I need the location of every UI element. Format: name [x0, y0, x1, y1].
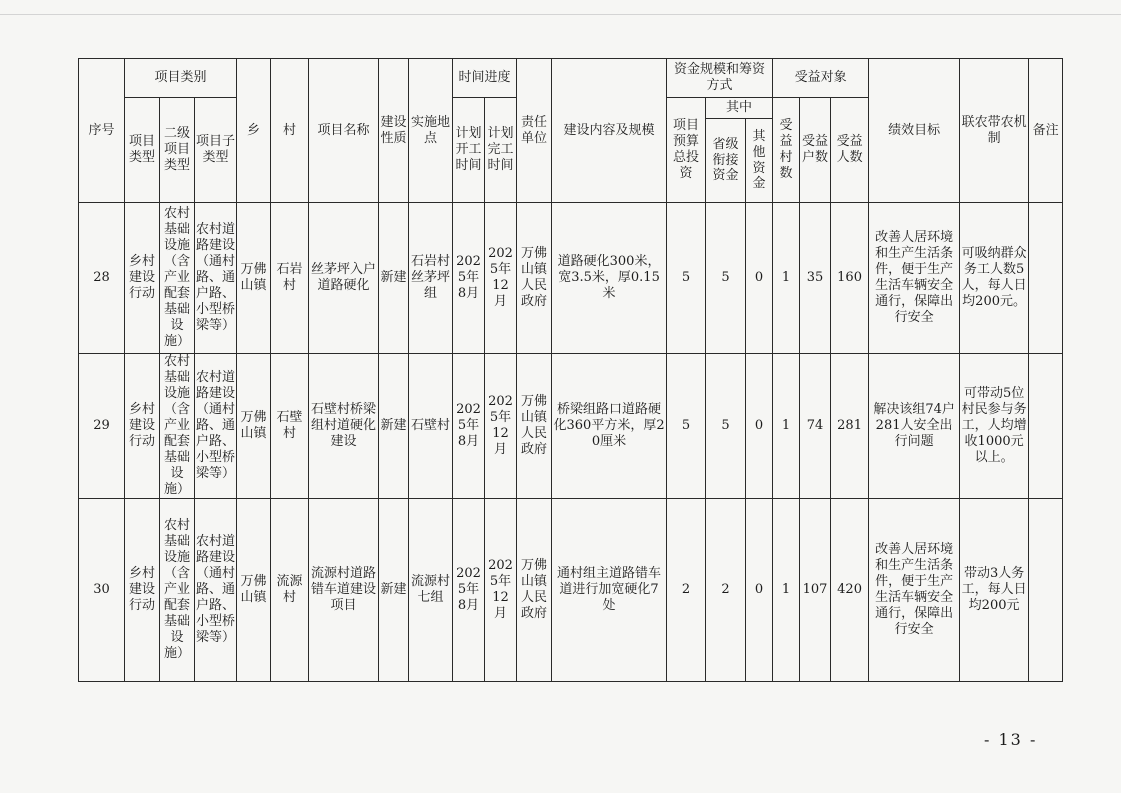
cell-content: 道路硬化300米，宽3.5米，厚0.15米: [552, 203, 667, 354]
header-ben-households: 受益户数: [800, 98, 831, 203]
cell-village: 流源村: [271, 498, 309, 681]
cell-remarks: [1029, 498, 1063, 681]
header-row-1: [79, 59, 1063, 98]
cell-mechanism: 带动3人务工，每人日均200元: [960, 498, 1029, 681]
cell-township: 万佛山镇: [237, 354, 271, 499]
header-category: 项目类别: [125, 59, 237, 98]
cell-township: 万佛山镇: [237, 498, 271, 681]
cell-provincial: 5: [706, 354, 746, 499]
header-schedule: 时间进度: [453, 59, 517, 98]
cell-other: 0: [746, 354, 773, 499]
cell-budget: 2: [667, 498, 706, 681]
cell-sub-type2: 农村基础设施（含产业配套基础设施）: [160, 498, 195, 681]
cell-people: 160: [831, 203, 869, 354]
header-sub-type2: 二级项目类型: [160, 98, 195, 203]
cell-budget: 5: [667, 203, 706, 354]
project-table: [78, 58, 1063, 682]
header-ben-villages: 受益村数: [773, 98, 800, 203]
cell-project-name: 流源村道路错车道建设项目: [309, 498, 379, 681]
top-edge-line: [0, 14, 1121, 15]
cell-location: 石壁村: [409, 354, 453, 499]
cell-provincial: 5: [706, 203, 746, 354]
cell-end: 2025年12月: [485, 498, 517, 681]
cell-nature: 新建: [379, 354, 409, 499]
cell-other: 0: [746, 203, 773, 354]
cell-start: 2025年8月: [453, 354, 485, 499]
cell-people: 420: [831, 498, 869, 681]
cell-content: 通村组主道路错车道进行加宽硬化7处: [552, 498, 667, 681]
cell-project-name: 石壁村桥梁组村道硬化建设: [309, 354, 379, 499]
cell-nature: 新建: [379, 203, 409, 354]
cell-township: 万佛山镇: [237, 203, 271, 354]
header-end: 计划完工时间: [485, 98, 517, 203]
header-type: 项目类型: [125, 98, 160, 203]
cell-end: 2025年12月: [485, 354, 517, 499]
cell-unit: 万佛山镇人民政府: [517, 498, 552, 681]
cell-goal: 改善人居环境和生产生活条件，便于生产生活车辆安全通行，保障出行安全: [869, 498, 960, 681]
header-provincial: 省级衔接资金: [706, 119, 746, 203]
cell-location: 石岩村丝茅坪组: [409, 203, 453, 354]
cell-project-name: 丝茅坪入户道路硬化: [309, 203, 379, 354]
header-sub-type: 项目子类型: [195, 98, 237, 203]
cell-households: 35: [800, 203, 831, 354]
cell-villages: 1: [773, 354, 800, 499]
cell-start: 2025年8月: [453, 498, 485, 681]
cell-mechanism: 可吸纳群众务工人数5人，每人日均200元。: [960, 203, 1029, 354]
header-seq: 序号: [79, 59, 125, 203]
header-ben-people: 受益人数: [831, 98, 869, 203]
cell-unit: 万佛山镇人民政府: [517, 354, 552, 499]
cell-sub-type: 农村道路建设（通村路、通户路、小型桥梁等）: [195, 354, 237, 499]
table-row: [79, 203, 1063, 354]
header-unit: 责任单位: [517, 59, 552, 203]
header-beneficiaries: 受益对象: [773, 59, 869, 98]
header-other: 其他资金: [746, 119, 773, 203]
table-row: [79, 498, 1063, 681]
cell-start: 2025年8月: [453, 203, 485, 354]
cell-type: 乡村建设行动: [125, 498, 160, 681]
cell-remarks: [1029, 354, 1063, 499]
header-start: 计划开工时间: [453, 98, 485, 203]
cell-sub-type2: 农村基础设施（含产业配套基础设施）: [160, 354, 195, 499]
table-row: [79, 354, 1063, 499]
cell-sub-type: 农村道路建设（通村路、通户路、小型桥梁等）: [195, 498, 237, 681]
header-township: 乡: [237, 59, 271, 203]
cell-seq: 30: [79, 498, 125, 681]
cell-nature: 新建: [379, 498, 409, 681]
cell-seq: 29: [79, 354, 125, 499]
cell-type: 乡村建设行动: [125, 354, 160, 499]
header-remarks: 备注: [1029, 59, 1063, 203]
cell-provincial: 2: [706, 498, 746, 681]
cell-village: 石壁村: [271, 354, 309, 499]
header-mechanism: 联农带农机制: [960, 59, 1029, 203]
header-project-name: 项目名称: [309, 59, 379, 203]
header-budget: 项目预算总投资: [667, 98, 706, 203]
cell-other: 0: [746, 498, 773, 681]
cell-village: 石岩村: [271, 203, 309, 354]
header-nature: 建设性质: [379, 59, 409, 203]
cell-households: 107: [800, 498, 831, 681]
cell-mechanism: 可带动5位村民参与务工，人均增收1000元以上。: [960, 354, 1029, 499]
header-content: 建设内容及规模: [552, 59, 667, 203]
cell-end: 2025年12月: [485, 203, 517, 354]
header-location: 实施地点: [409, 59, 453, 203]
page-number: - 13 -: [984, 730, 1038, 749]
cell-households: 74: [800, 354, 831, 499]
cell-unit: 万佛山镇人民政府: [517, 203, 552, 354]
cell-location: 流源村七组: [409, 498, 453, 681]
cell-villages: 1: [773, 203, 800, 354]
header-of-which: 其中: [706, 98, 773, 119]
cell-goal: 改善人居环境和生产生活条件，便于生产生活车辆安全通行，保障出行安全: [869, 203, 960, 354]
cell-villages: 1: [773, 498, 800, 681]
header-funds: 资金规模和筹资方式: [667, 59, 773, 98]
header-village: 村: [271, 59, 309, 203]
cell-people: 281: [831, 354, 869, 499]
header-goal: 绩效目标: [869, 59, 960, 203]
cell-sub-type: 农村道路建设（通村路、通户路、小型桥梁等）: [195, 203, 237, 354]
cell-seq: 28: [79, 203, 125, 354]
cell-type: 乡村建设行动: [125, 203, 160, 354]
cell-content: 桥梁组路口道路硬化360平方米，厚20厘米: [552, 354, 667, 499]
cell-budget: 5: [667, 354, 706, 499]
cell-sub-type2: 农村基础设施（含产业配套基础设施）: [160, 203, 195, 354]
cell-goal: 解决该组74户281人安全出行问题: [869, 354, 960, 499]
cell-remarks: [1029, 203, 1063, 354]
